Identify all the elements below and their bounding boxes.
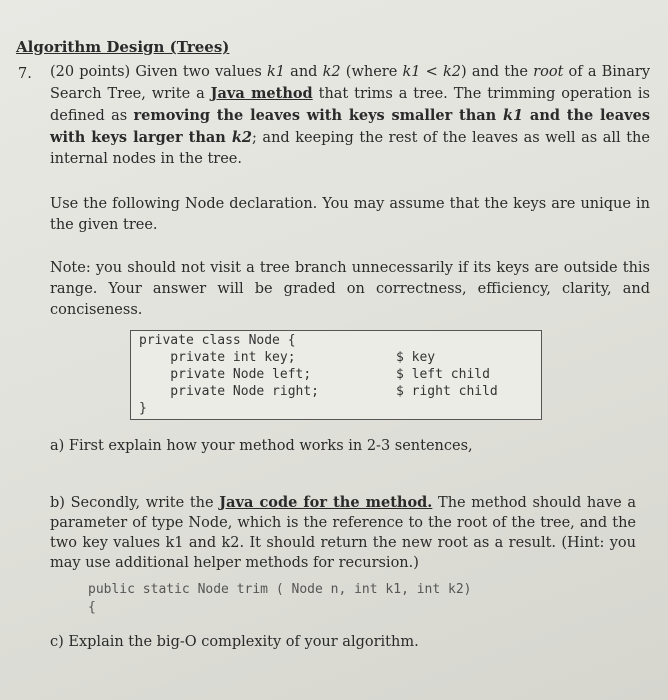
text: (where xyxy=(340,64,403,80)
text: b) Secondly, write the xyxy=(50,495,220,511)
section-heading: Algorithm Design (Trees) xyxy=(16,38,230,56)
text: of a Binary Search Tree, write a xyxy=(50,64,651,102)
text: The method should have a parameter of type Node, which is the reference to the root of the tree, and the two key values k1 and k2. It should return the new root as a result. (Hint: you may use additional helper methods for recursion.) xyxy=(50,495,636,571)
part-a: a) First explain how your method works in 2-3 sentences, xyxy=(50,438,473,454)
code-line: private Node right; xyxy=(139,384,320,399)
code-comment: $ left child xyxy=(396,367,490,382)
method-signature-brace: { xyxy=(88,600,96,615)
var-k1: k1 xyxy=(267,64,286,80)
text: (20 points) Given two values xyxy=(50,64,267,80)
var-k1: k1 xyxy=(503,107,524,124)
code-comment: $ key xyxy=(396,350,436,365)
bold-text: removing the leaves with keys smaller than xyxy=(133,107,503,124)
method-signature: public static Node trim ( Node n, int k1, int k2) xyxy=(88,582,472,597)
part-c: c) Explain the big-O complexity of your algorithm. xyxy=(50,634,419,650)
bold-text: and the leaves with keys larger than xyxy=(50,107,650,146)
var-k1: k1 xyxy=(402,64,421,80)
node-declaration-paragraph: Use the following Node declaration. You may assume that the keys are unique in the given tree. xyxy=(50,196,650,233)
java-code-term: Java code for the method. xyxy=(219,494,433,511)
text: that trims a tree. The trimming operation is defined as xyxy=(50,86,650,124)
question-paragraph xyxy=(50,62,650,170)
code-line: private Node left; xyxy=(139,367,312,382)
text: and xyxy=(285,64,323,80)
code-line: } xyxy=(139,401,147,416)
node-declaration-code xyxy=(130,330,542,420)
var-k2: k2 xyxy=(442,64,461,80)
var-root: root xyxy=(533,64,564,80)
code-line: private int key; xyxy=(139,350,296,365)
note-paragraph: Note: you should not visit a tree branch unnecessarily if its keys are outside this range. Your answer will be graded on correctness, efficiency, clarity, and conciseness. xyxy=(50,260,650,318)
code-comment: $ right child xyxy=(396,384,498,399)
var-k2: k2 xyxy=(231,129,252,146)
text: ; and keeping the rest of the leaves as well as all the internal nodes in the tree. xyxy=(50,130,650,167)
text: ) and the xyxy=(461,64,534,80)
part-b xyxy=(50,493,636,573)
java-method-term: Java method xyxy=(210,85,313,102)
question-number: 7. xyxy=(18,66,32,82)
text: < xyxy=(420,64,443,80)
code-line: private class Node { xyxy=(139,333,296,348)
var-k2: k2 xyxy=(322,64,341,80)
